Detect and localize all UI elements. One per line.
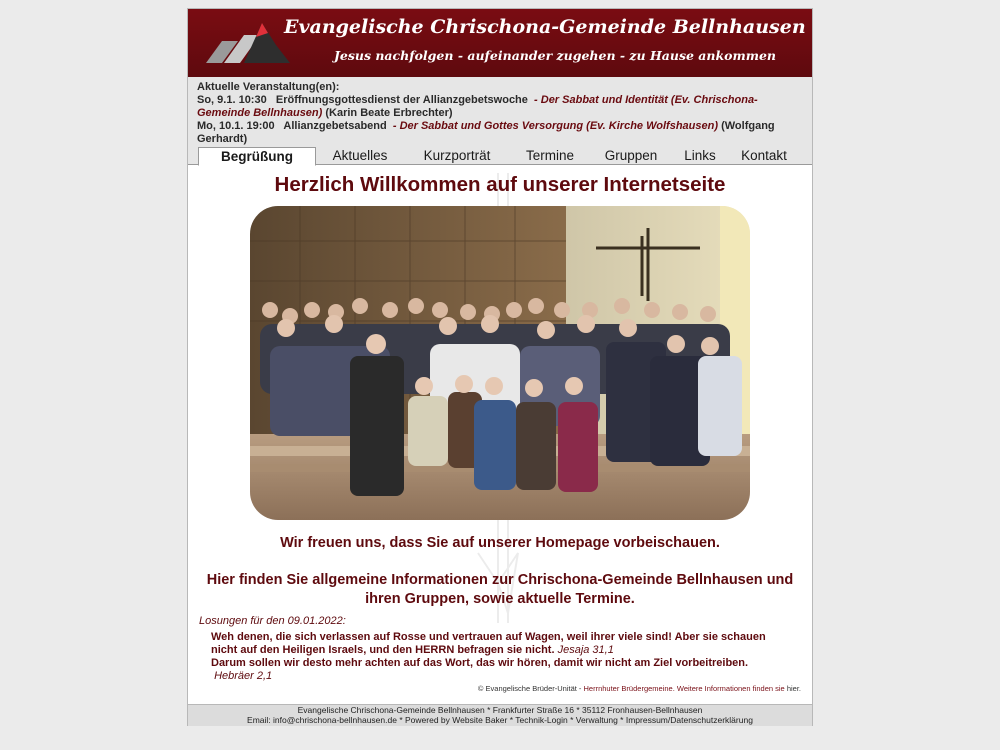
losung-reference: Hebräer 2,1 (214, 670, 273, 682)
footer-admin-link[interactable]: Verwaltung (575, 715, 618, 725)
event-speaker: (Wolfgang Gerhardt) (197, 120, 775, 145)
footer-links (188, 715, 812, 725)
footer-separator: * (507, 715, 516, 725)
tab-aktuelles[interactable]: Aktuelles (332, 148, 388, 163)
welcome-text: Wir freuen uns, dass Sie auf unserer Homepage vorbeischauen. (280, 535, 720, 551)
event-date: So, 9.1. 10:30 (197, 94, 267, 106)
losung-copyright (478, 684, 801, 693)
losung-verse: Weh denen, die sich verlassen auf Rosse und vertrauen auf Wagen, weil ihrer viele sind! Aber sie schauen nicht auf den Heiligen Israels, und den HERRN befragen sie nicht. (211, 631, 766, 656)
footer-powered-link[interactable]: Powered by Website Baker (405, 715, 508, 725)
church-logo (204, 19, 294, 65)
main-content (188, 165, 812, 704)
tab-links[interactable]: Links (684, 148, 716, 163)
events-heading: Aktuelle Veranstaltung(en): (197, 81, 340, 93)
site-slogan: Jesus nachfolgen - aufeinander zugehen - zu Hause ankommen (333, 48, 776, 63)
hier-link[interactable]: hier. (786, 684, 801, 693)
losung-verse: Darum sollen wir desto mehr achten auf das Wort, das wir hören, damit wir nicht am Ziel vorbeitreiben. (211, 657, 749, 669)
tab-kurzportraet[interactable]: Kurzporträt (423, 148, 491, 163)
copyright-prefix: © Evangelische Brüder-Unität - (477, 684, 584, 693)
event-topic: - Der Sabbat und Identität (Ev. Chrischona-Gemeinde Bellnhausen) (197, 94, 758, 119)
losung-text (211, 631, 791, 683)
event-item (197, 94, 797, 120)
footer-address: Evangelische Chrischona-Gemeinde Bellnhausen * Frankfurter Straße 16 * 35112 Fronhausen-Bellnhausen (297, 705, 703, 715)
event-title: Allianzgebetsabend (283, 120, 387, 132)
event-item (197, 120, 797, 146)
tab-begruessung[interactable]: Begrüßung (198, 147, 316, 166)
congregation-group-photo (250, 206, 750, 520)
tab-gruppen[interactable]: Gruppen (604, 148, 658, 163)
footer-separator: * (617, 715, 626, 725)
losung-heading: Losungen für den 09.01.2022: (199, 615, 346, 627)
site-footer (188, 704, 812, 726)
event-topic: - Der Sabbat und Gottes Versorgung (Ev. Kirche Wolfshausen) (392, 120, 719, 132)
page-heading: Herzlich Willkommen auf unserer Internetseite (274, 173, 726, 196)
event-speaker: (Karin Beate Erbrechter) (325, 107, 453, 119)
event-date: Mo, 10.1. 19:00 (197, 120, 275, 132)
losung-reference: Jesaja 31,1 (557, 644, 614, 656)
footer-email-link[interactable]: Email: info@chrischona-bellnhausen.de (247, 715, 397, 725)
tab-termine[interactable]: Termine (525, 148, 574, 163)
footer-separator: * (567, 715, 576, 725)
footer-impressum-link[interactable]: Impressum/Datenschutzerklärung (625, 715, 753, 725)
herrnhuter-link[interactable]: Herrnhuter Brüdergemeine. Weitere Informationen finden sie (583, 684, 785, 693)
footer-login-link[interactable]: Technik-Login (515, 715, 568, 725)
current-events (188, 77, 812, 147)
tab-kontakt[interactable]: Kontakt (741, 148, 787, 163)
site-title: Evangelische Chrischona-Gemeinde Bellnhausen (284, 16, 806, 38)
event-title: Eröffnungsgottesdienst der Allianzgebetswoche (275, 94, 528, 106)
main-nav (188, 147, 812, 165)
page-frame (187, 8, 813, 726)
site-header (188, 9, 812, 77)
footer-separator: * (396, 715, 405, 725)
info-text: Hier finden Sie allgemeine Informationen zur Chrischona-Gemeinde Bellnhausen und ihren Gruppen, sowie aktuelle Termine. (206, 572, 794, 607)
